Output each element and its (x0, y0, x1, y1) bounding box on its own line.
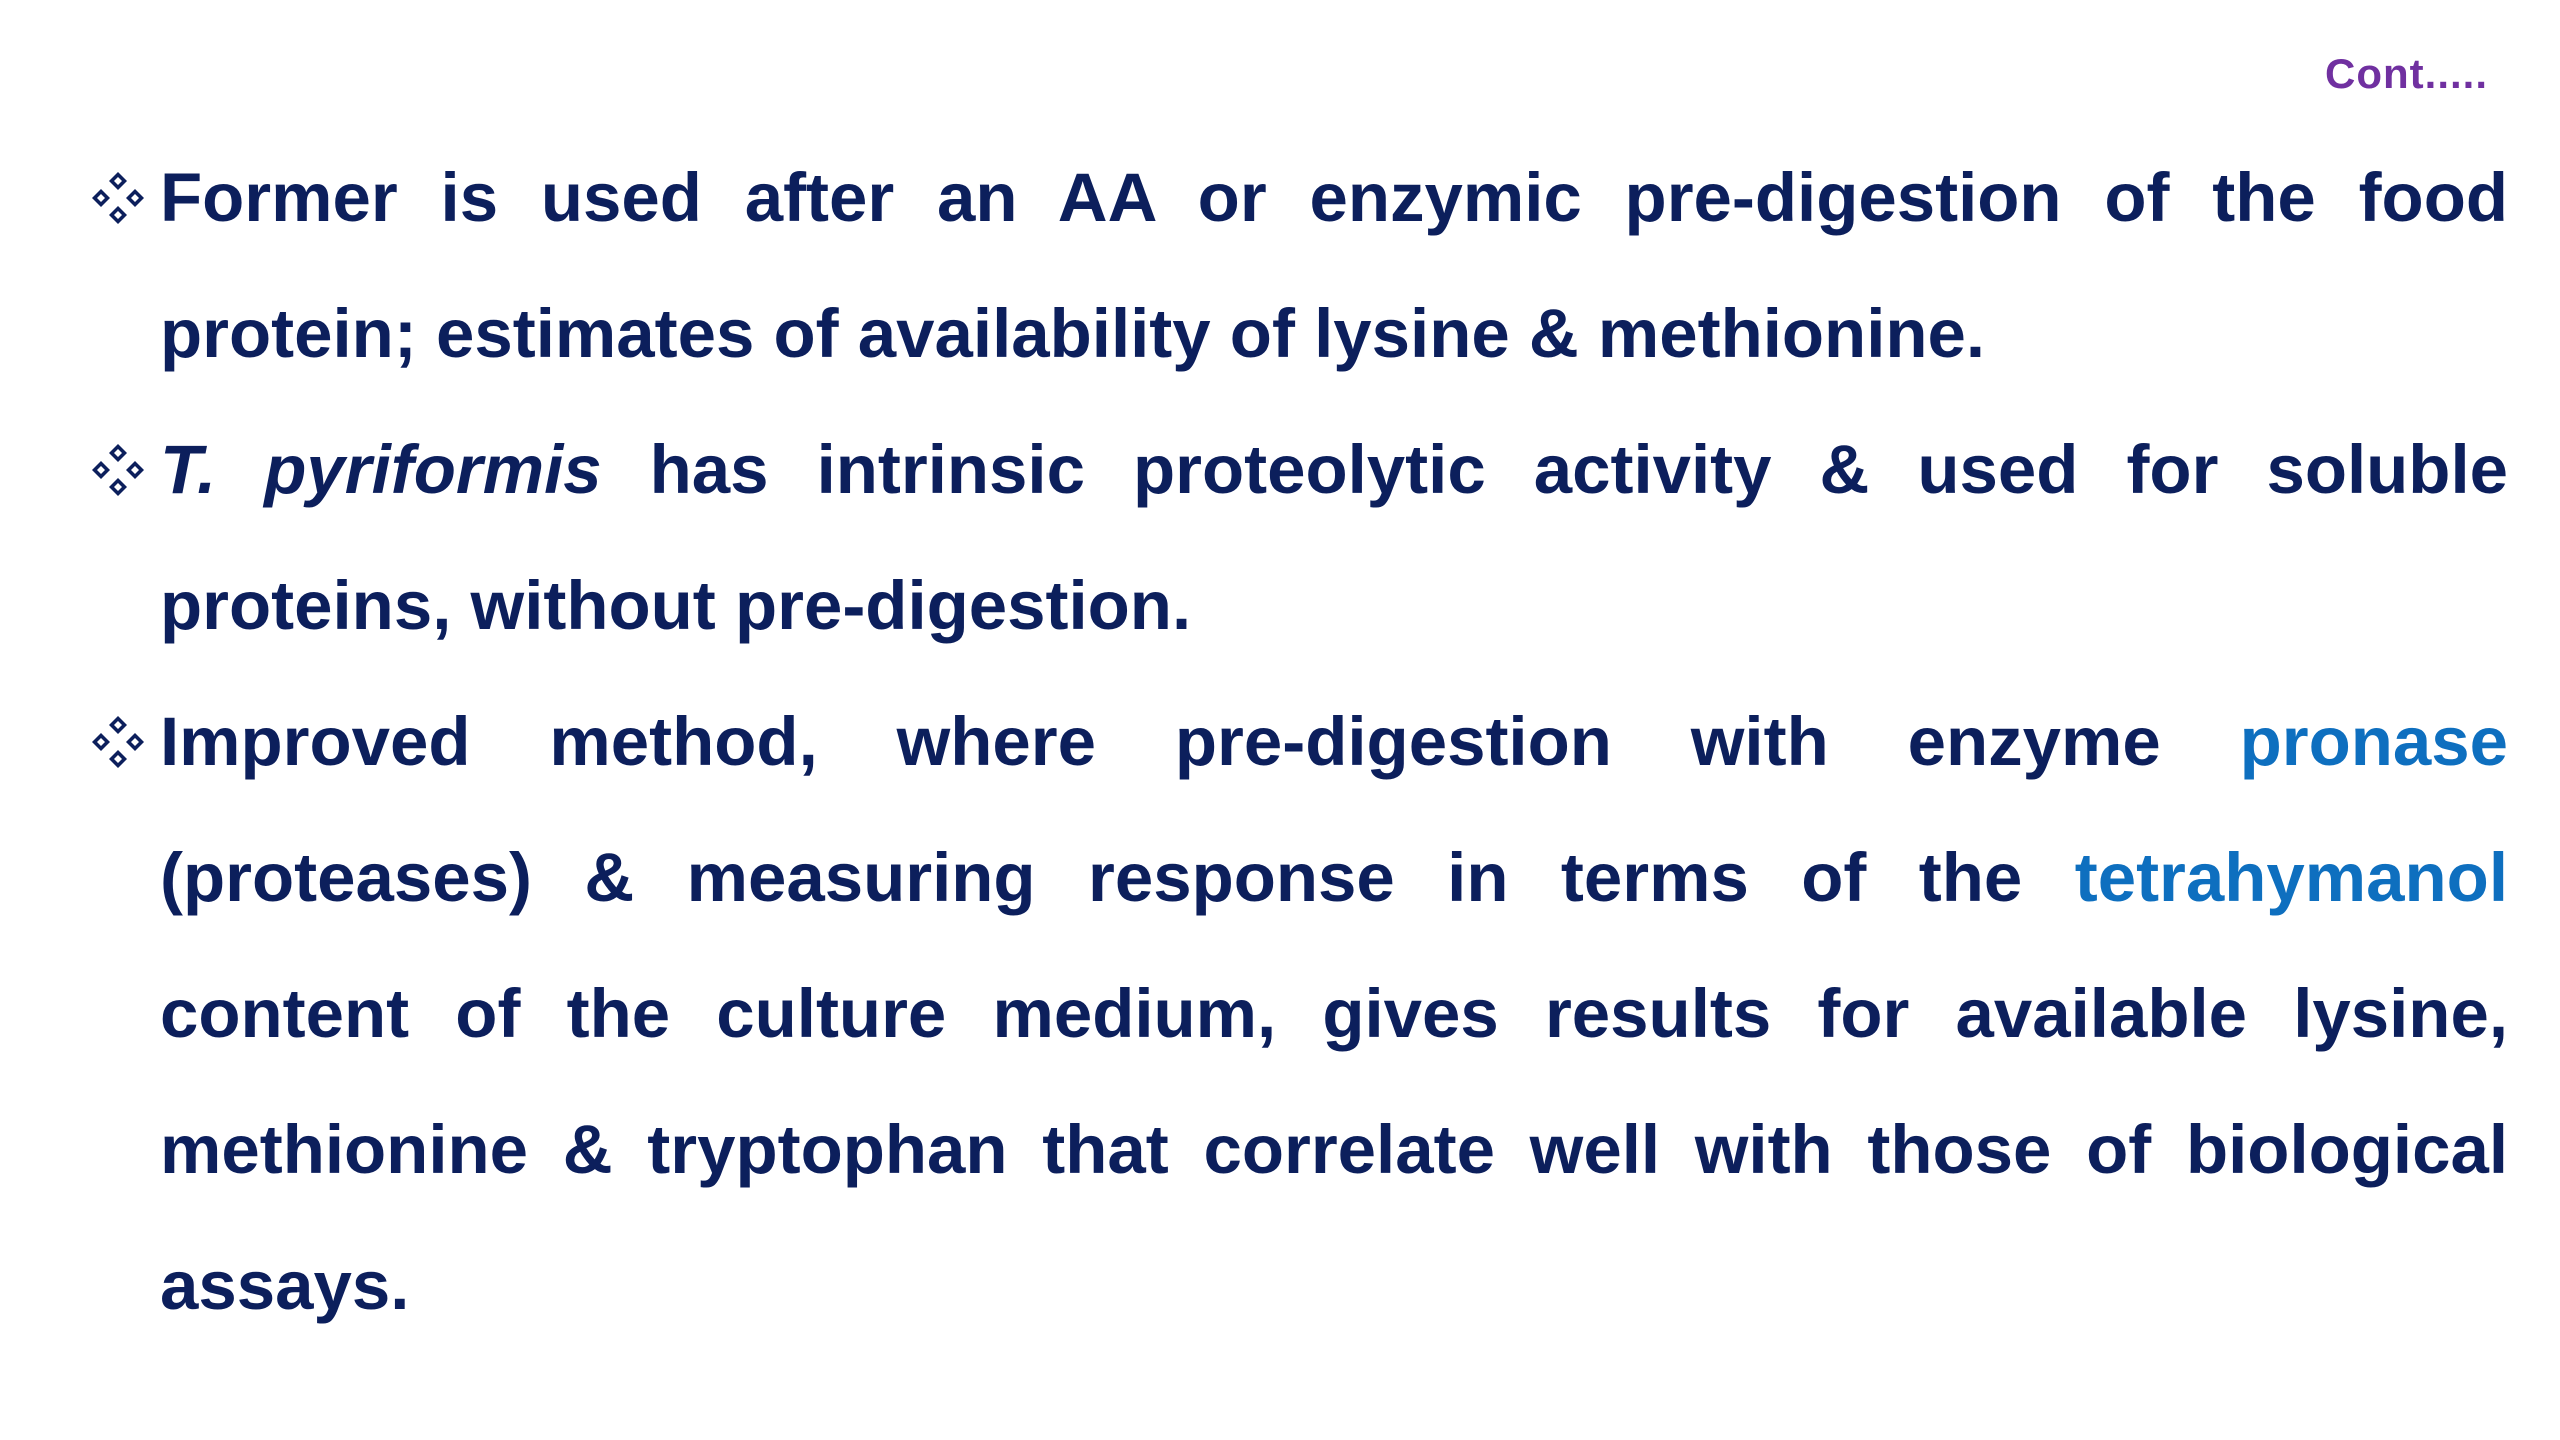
bullet-text: (proteases) & measuring response in terms of the (160, 839, 2075, 916)
bullet-text: Improved method, where pre-digestion with enzyme (160, 703, 2240, 780)
continued-label: Cont..... (2325, 50, 2488, 97)
bullet-text: Former is used after an AA or enzymic pre-digestion of the food protein; estimates of availability of lysine & methionine. (160, 159, 2508, 372)
bullet-list (88, 130, 2508, 1354)
four-diamond-icon (88, 402, 148, 538)
bullet-item-former (88, 130, 2508, 402)
bullet-text: has intrinsic proteolytic activity & used for soluble proteins, without pre-digestion. (160, 431, 2508, 644)
bullet-text: content of the culture medium, gives results for available lysine, methionine & tryptophan that correlate well with those of biological assays. (160, 975, 2508, 1324)
bullet-item-pyriformis (88, 402, 2508, 674)
species-name: T. pyriformis (160, 431, 602, 508)
highlight-pronase: pronase (2239, 703, 2508, 780)
bullet-item-improved-method (88, 674, 2508, 1354)
four-diamond-icon (88, 130, 148, 266)
four-diamond-icon (88, 674, 148, 810)
highlight-tetrahymanol: tetrahymanol (2074, 839, 2508, 916)
